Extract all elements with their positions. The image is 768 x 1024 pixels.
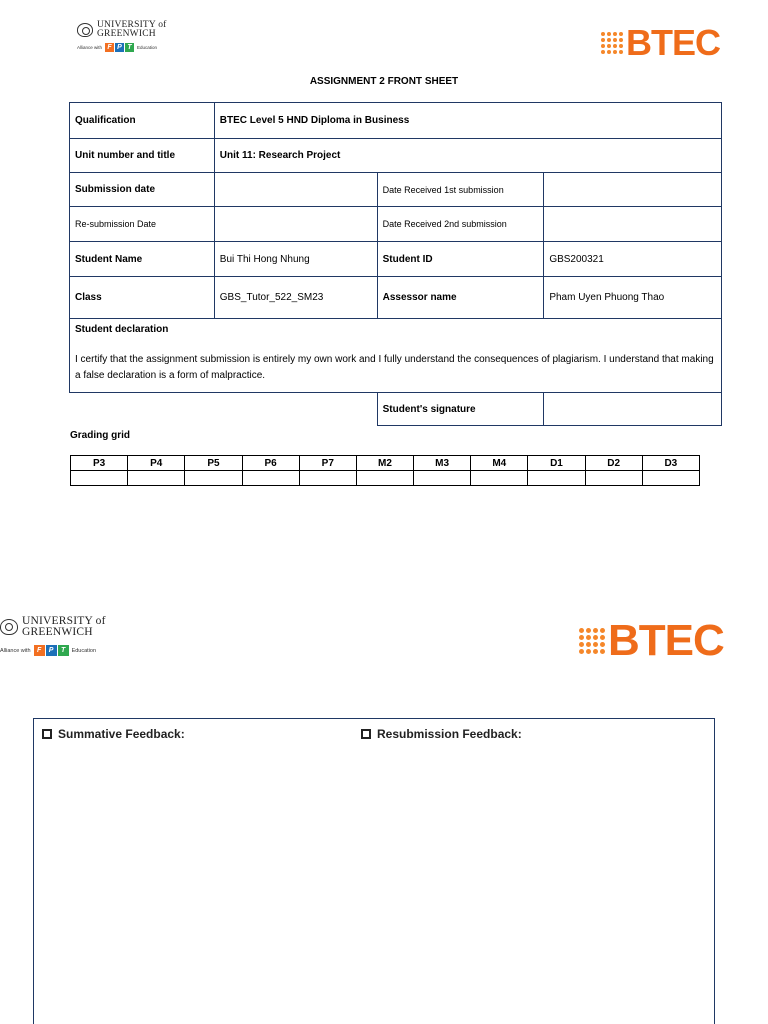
btec-wordmark: BTEC bbox=[626, 22, 720, 63]
university-name-line1: UNIVERSITY of bbox=[97, 20, 167, 30]
resubmission-checkbox-icon[interactable] bbox=[361, 729, 371, 739]
student-id-label: Student ID bbox=[377, 242, 544, 277]
grading-header-row bbox=[71, 456, 700, 471]
university-crest-icon bbox=[77, 23, 93, 37]
student-name-value[interactable]: Bui Thi Hong Nhung bbox=[214, 242, 377, 277]
table-row bbox=[70, 173, 722, 207]
qualification-value: BTEC Level 5 HND Diploma in Business bbox=[214, 103, 721, 139]
class-label: Class bbox=[70, 277, 215, 319]
grade-header: D1 bbox=[528, 456, 585, 471]
grading-grid-title: Grading grid bbox=[70, 430, 130, 441]
alliance-line bbox=[0, 645, 106, 656]
fpt-letter: T bbox=[125, 43, 134, 52]
table-row bbox=[70, 393, 722, 426]
table-row bbox=[70, 319, 722, 393]
btec-dots-icon bbox=[601, 32, 623, 54]
grade-header: D3 bbox=[642, 456, 699, 471]
grade-cell[interactable] bbox=[356, 471, 413, 486]
alliance-suffix: Education bbox=[71, 647, 97, 654]
date-received-2-label: Date Received 2nd submission bbox=[377, 207, 544, 242]
btec-dots-icon bbox=[579, 628, 605, 654]
grade-cell[interactable] bbox=[71, 471, 128, 486]
class-value[interactable]: GBS_Tutor_522_SM23 bbox=[214, 277, 377, 319]
grade-header: P6 bbox=[242, 456, 299, 471]
table-row bbox=[70, 277, 722, 319]
resubmission-date-value[interactable] bbox=[214, 207, 377, 242]
grade-header: D2 bbox=[585, 456, 642, 471]
alliance-line bbox=[77, 43, 167, 52]
university-crest-icon bbox=[0, 619, 18, 635]
date-received-2-value[interactable] bbox=[544, 207, 722, 242]
declaration-cell bbox=[70, 319, 722, 393]
grade-cell[interactable] bbox=[242, 471, 299, 486]
table-row bbox=[70, 139, 722, 173]
grade-header: M4 bbox=[471, 456, 528, 471]
fpt-letter: P bbox=[115, 43, 124, 52]
feedback-box bbox=[33, 718, 715, 1024]
grade-header: P5 bbox=[185, 456, 242, 471]
btec-wordmark: BTEC bbox=[608, 616, 724, 665]
alliance-prefix: Alliance with bbox=[0, 647, 31, 654]
university-logo bbox=[77, 21, 167, 52]
summative-checkbox-icon[interactable] bbox=[42, 729, 52, 739]
date-received-1-value[interactable] bbox=[544, 173, 722, 207]
fpt-logo bbox=[34, 645, 69, 656]
fpt-letter: F bbox=[105, 43, 114, 52]
university-name-line1: UNIVERSITY of bbox=[22, 615, 106, 627]
signature-label: Student's signature bbox=[377, 393, 544, 426]
qualification-label: Qualification bbox=[70, 103, 215, 139]
signature-value[interactable] bbox=[544, 393, 722, 426]
document-title: ASSIGNMENT 2 FRONT SHEET bbox=[309, 76, 459, 87]
declaration-text: I certify that the assignment submission is entirely my own work and I fully understand the consequences of plagiarism. I understand that making a false declaration is a form of malpractice. bbox=[75, 354, 714, 381]
front-sheet-table bbox=[69, 102, 722, 426]
university-name-line2: GREENWICH bbox=[22, 626, 93, 638]
unit-value: Unit 11: Research Project bbox=[214, 139, 721, 173]
grade-header: P7 bbox=[299, 456, 356, 471]
resubmission-feedback-label: Resubmission Feedback: bbox=[377, 727, 522, 741]
grade-cell[interactable] bbox=[185, 471, 242, 486]
fpt-letter: T bbox=[58, 645, 69, 656]
submission-date-label: Submission date bbox=[70, 173, 215, 207]
fpt-logo bbox=[105, 43, 134, 52]
btec-logo bbox=[579, 616, 724, 666]
grade-cell[interactable] bbox=[128, 471, 185, 486]
grade-header: P3 bbox=[71, 456, 128, 471]
student-name-label: Student Name bbox=[70, 242, 215, 277]
grade-cell[interactable] bbox=[299, 471, 356, 486]
unit-label: Unit number and title bbox=[70, 139, 215, 173]
assessor-label: Assessor name bbox=[377, 277, 544, 319]
grade-cell[interactable] bbox=[585, 471, 642, 486]
fpt-letter: F bbox=[34, 645, 45, 656]
alliance-suffix: Education bbox=[137, 45, 158, 50]
grade-header: M2 bbox=[356, 456, 413, 471]
grading-grid bbox=[70, 455, 700, 486]
declaration-title: Student declaration bbox=[75, 324, 169, 335]
assessor-value[interactable]: Pham Uyen Phuong Thao bbox=[544, 277, 722, 319]
table-row bbox=[70, 103, 722, 139]
grading-value-row bbox=[71, 471, 700, 486]
submission-date-value[interactable] bbox=[214, 173, 377, 207]
grade-header: M3 bbox=[414, 456, 471, 471]
fpt-letter: P bbox=[46, 645, 57, 656]
university-name-line2: GREENWICH bbox=[97, 29, 156, 39]
summative-feedback-label: Summative Feedback: bbox=[58, 727, 185, 741]
alliance-prefix: Alliance with bbox=[77, 45, 103, 50]
date-received-1-label: Date Received 1st submission bbox=[377, 173, 544, 207]
grade-cell[interactable] bbox=[642, 471, 699, 486]
grade-cell[interactable] bbox=[414, 471, 471, 486]
grade-cell[interactable] bbox=[528, 471, 585, 486]
table-row bbox=[70, 242, 722, 277]
table-row bbox=[70, 207, 722, 242]
summative-feedback-option[interactable] bbox=[42, 727, 185, 741]
btec-logo bbox=[601, 22, 720, 64]
university-logo bbox=[0, 616, 106, 656]
grade-header: P4 bbox=[128, 456, 185, 471]
resubmission-feedback-option[interactable] bbox=[361, 727, 522, 741]
resubmission-date-label: Re-submission Date bbox=[70, 207, 215, 242]
student-id-value[interactable]: GBS200321 bbox=[544, 242, 722, 277]
grade-cell[interactable] bbox=[471, 471, 528, 486]
